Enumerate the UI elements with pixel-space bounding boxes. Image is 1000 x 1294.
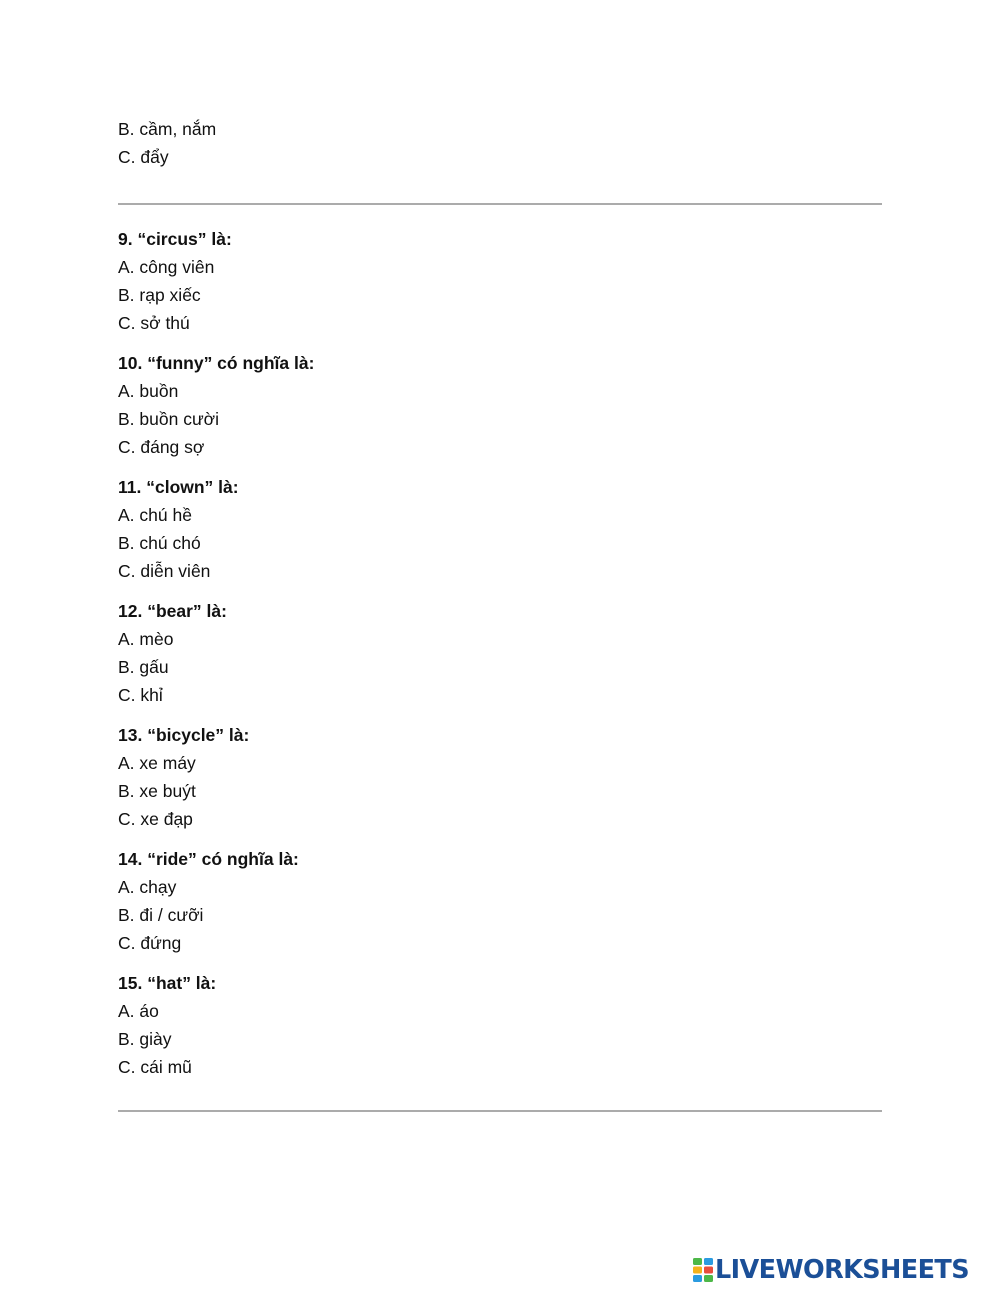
question-9-title: 9. “circus” là: <box>118 229 232 249</box>
liveworksheets-logo-icon <box>693 1258 713 1282</box>
question-15-option-b[interactable]: B. giày <box>118 1029 172 1049</box>
prev-option-b[interactable]: B. cầm, nắm <box>118 119 217 139</box>
question-12-title: 12. “bear” là: <box>118 601 227 621</box>
question-11-option-a[interactable]: A. chú hề <box>118 505 192 525</box>
question-14-option-a[interactable]: A. chạy <box>118 877 177 897</box>
question-9-option-b[interactable]: B. rạp xiếc <box>118 285 201 305</box>
question-11-option-c[interactable]: C. diễn viên <box>118 561 211 581</box>
liveworksheets-logo <box>693 1255 969 1285</box>
section-divider-bottom <box>118 1110 882 1112</box>
question-9-option-a[interactable]: A. công viên <box>118 257 215 277</box>
question-13-title: 13. “bicycle” là: <box>118 725 250 745</box>
question-9-option-c[interactable]: C. sở thú <box>118 313 190 333</box>
question-10-title: 10. “funny” có nghĩa là: <box>118 353 315 373</box>
question-11-option-b[interactable]: B. chú chó <box>118 533 201 553</box>
question-14-option-c[interactable]: C. đứng <box>118 933 182 953</box>
question-13-option-b[interactable]: B. xe buýt <box>118 781 196 801</box>
question-12-option-a[interactable]: A. mèo <box>118 629 174 649</box>
question-13-option-a[interactable]: A. xe máy <box>118 753 196 773</box>
question-10-option-a[interactable]: A. buồn <box>118 381 179 401</box>
question-12-option-c[interactable]: C. khỉ <box>118 685 163 705</box>
question-15-title: 15. “hat” là: <box>118 973 217 993</box>
question-10-option-b[interactable]: B. buồn cười <box>118 409 220 429</box>
question-10-option-c[interactable]: C. đáng sợ <box>118 437 205 457</box>
question-15-option-a[interactable]: A. áo <box>118 1001 159 1021</box>
question-14-title: 14. “ride” có nghĩa là: <box>118 849 299 869</box>
question-11-title: 11. “clown” là: <box>118 477 239 497</box>
liveworksheets-logo-text: LIVEWORKSHEETS <box>715 1255 969 1285</box>
section-divider-top <box>118 203 882 205</box>
question-12-option-b[interactable]: B. gấu <box>118 657 169 677</box>
question-14-option-b[interactable]: B. đi / cưỡi <box>118 905 204 925</box>
question-13-option-c[interactable]: C. xe đạp <box>118 809 193 829</box>
prev-option-c[interactable]: C. đẩy <box>118 147 169 167</box>
question-15-option-c[interactable]: C. cái mũ <box>118 1057 192 1077</box>
